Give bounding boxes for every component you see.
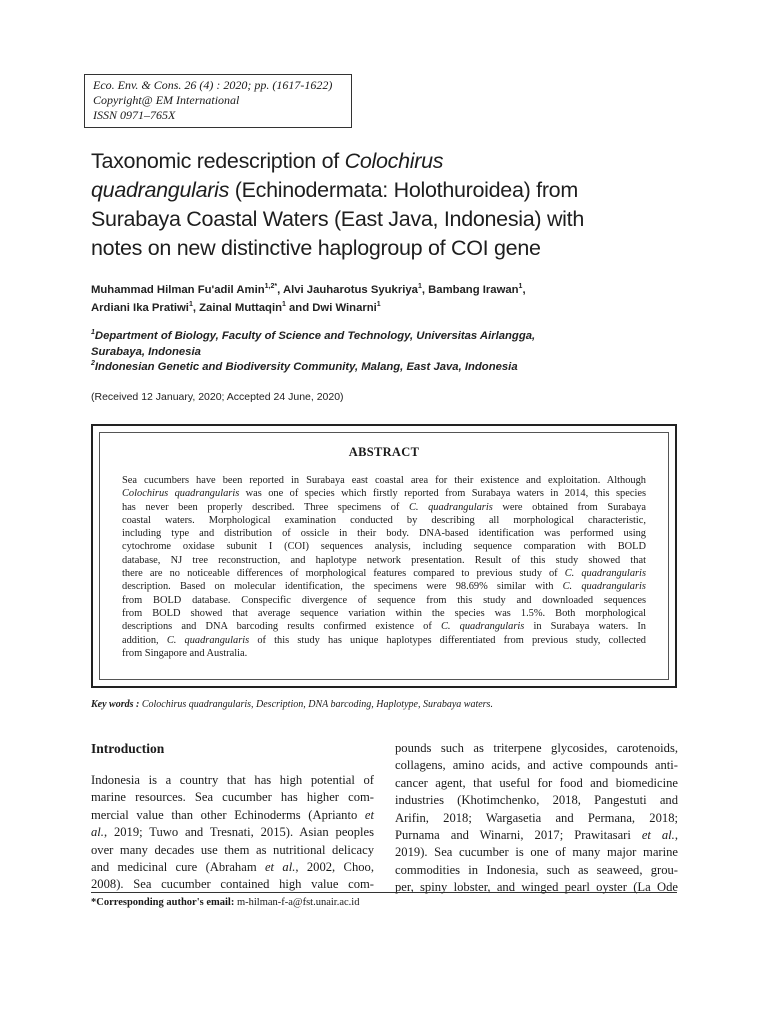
body-line: cancer agent, that useful for food and biomedicine	[395, 775, 678, 790]
body-line: Purnama and Winarni, 2017; Prawitasari et al.,	[395, 827, 678, 842]
journal-issn: ISSN 0971–765X	[93, 108, 176, 122]
abstract-line: has never been properly described. Three specimens of C. quadrangularis were obtained from Surabaya	[122, 501, 646, 513]
title-line-1: Taxonomic redescription of Colochirus	[91, 149, 444, 173]
abstract-line: descriptions and DNA barcoding results confirmed existence of C. quadrangularis in Surabaya waters. In	[122, 621, 646, 633]
paper-title	[91, 147, 691, 263]
keywords-text: Colochirus quadrangularis, Description, DNA barcoding, Haplotype, Surabaya waters.	[141, 699, 493, 710]
body-line: industries (Khotimchenko, 2018, Pangestuti and	[395, 793, 678, 808]
abstract-line: database, NJ tree reconstruction, and haplotype network presentation. Result of this study showed that	[122, 554, 646, 566]
abstract-box	[91, 424, 677, 688]
body-column-left	[91, 740, 374, 894]
footnote-divider	[91, 892, 677, 893]
title-line-4: notes on new distinctive haplogroup of COI gene	[91, 236, 541, 260]
abstract-line: coastal waters. Morphological examination conducted by describing all morphological characteristic,	[122, 514, 646, 526]
author-line-1: Muhammad Hilman Fu'adil Amin$^{1,2*}$, Alvi Jauharotus Syukriya$^1$, Bambang Irawan$^1$,	[91, 283, 526, 296]
abstract-line: there are no noticeable differences of morphological features compared to previous study of C. quadrangularis	[122, 568, 646, 580]
author-email: m-hilman-f-a@fst.unair.ac.id	[234, 897, 360, 908]
abstract-line: Colochirus quadrangularis was one of species which firstly reported from Surabaya waters in 2014, this species	[122, 488, 646, 500]
body-line: Indonesia is a country that has high potential of	[91, 773, 374, 787]
abstract-line: including type and distribution of ossicle in their body. DNA-based identification was performed using	[122, 528, 646, 540]
body-line: marine resources. Sea cucumber has higher com-	[91, 790, 374, 805]
body-line: over many decades use them as nutritional delicacy	[91, 842, 374, 857]
body-line: 2019). Sea cucumber is one of many major marine	[395, 845, 678, 860]
body-line: 2008). Sea cucumber contained high value com-	[91, 877, 374, 892]
body-line: mercial value than other Echinoderms (Aprianto et	[91, 807, 374, 822]
affiliation-1-city: Surabaya, Indonesia	[91, 345, 201, 358]
received-dates: (Received 12 January, 2020; Accepted 24 June, 2020)	[91, 391, 344, 403]
abstract-line: from Singapore and Australia.	[122, 647, 248, 659]
body-line: Arifin, 2018; Wargasetia and Permana, 2018;	[395, 810, 678, 825]
title-line-2: quadrangularis (Echinodermata: Holothuroidea) from	[91, 178, 578, 202]
journal-info-box	[84, 74, 352, 128]
affiliation-2: $^2$Indonesian Genetic and Biodiversity Community, Malang, East Java, Indonesia	[91, 360, 518, 373]
body-line: pounds such as triterpene glycosides, carotenoids,	[395, 741, 678, 755]
footnote-label: *Corresponding author's email:	[91, 897, 235, 908]
body-line: collagens, amino acids, and active compounds anti-	[395, 758, 678, 773]
author-list	[91, 281, 691, 317]
body-line: al., 2019; Tuwo and Tresnati, 2015). Asian peoples	[91, 825, 374, 840]
affiliation-1: $^1$Department of Biology, Faculty of Science and Technology, Universitas Airlangga,	[91, 329, 536, 342]
abstract-line: cytochrome oxidase subunit I (COI) sequences analysis, including sequence comparation with BOLD	[122, 541, 646, 553]
journal-citation: Eco. Env. & Cons. 26 (4) : 2020; pp. (1617-1622)	[93, 78, 333, 92]
body-line: and medicinal cure (Abraham et al., 2002, Choo,	[91, 859, 374, 874]
author-line-2: Ardiani Ika Pratiwi$^1$, Zainal Muttaqin$^1$ and Dwi Winarni$^1$	[91, 301, 381, 314]
body-column-right	[395, 740, 678, 897]
abstract-line: description. Based on molecular identification, the specimens were 98.69% similar with C. quadrangularis	[122, 581, 646, 593]
keywords-label: Key words :	[91, 699, 142, 710]
abstract-line: from BOLD database. Conspecific divergence of sequence from this study and downloaded sequences	[122, 594, 646, 606]
abstract-inner-frame	[99, 432, 669, 680]
affiliations	[91, 329, 711, 376]
abstract-line: from BOLD showed that average sequence variation within the species was 1.5%. Both morphological	[122, 607, 646, 619]
title-line-3: Surabaya Coastal Waters (East Java, Indonesia) with	[91, 207, 584, 231]
abstract-text	[122, 474, 646, 660]
body-line: per, spiny lobster, and winged pearl oyster (La Ode	[395, 880, 678, 895]
corresponding-author-footnote	[91, 897, 359, 908]
abstract-heading: ABSTRACT	[348, 445, 420, 459]
journal-copyright: Copyright@ EM International	[93, 93, 240, 107]
keywords	[91, 699, 493, 710]
section-heading-introduction: Introduction	[91, 741, 165, 756]
body-line: commodities in Indonesia, such as seaweed, grou-	[395, 862, 678, 877]
abstract-line: Sea cucumbers have been reported in Surabaya east coastal area for their existence and exploitation. Although	[122, 475, 646, 486]
abstract-line: addition, C. quadrangularis of this study has unique haplotypes differentiated from previous study, collected	[122, 634, 647, 646]
